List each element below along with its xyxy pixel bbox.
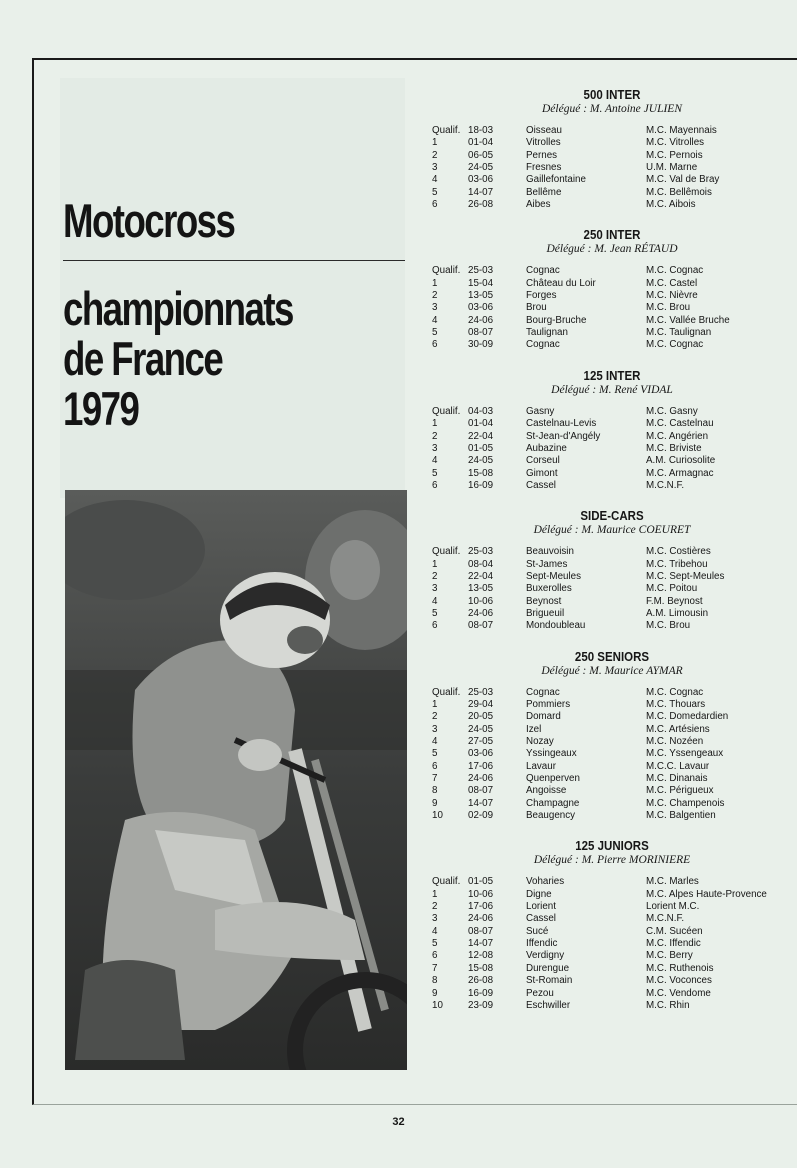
organizing-club: M.C. Nièvre xyxy=(646,290,698,302)
organizing-club: Lorient M.C. xyxy=(646,901,700,913)
title-de-france: de France xyxy=(63,332,223,385)
round-label: 4 xyxy=(432,925,438,937)
table-row xyxy=(432,559,792,571)
race-date: 17-06 xyxy=(468,901,494,913)
table-row xyxy=(432,571,792,583)
table-row xyxy=(432,901,792,913)
race-date: 03-06 xyxy=(468,174,494,186)
organizing-club: U.M. Marne xyxy=(646,162,698,174)
race-location: Corseul xyxy=(526,455,560,467)
section-heading: 250 INTER xyxy=(583,228,641,243)
round-label: 8 xyxy=(432,975,438,987)
section-125-inter xyxy=(432,369,792,492)
round-label: 3 xyxy=(432,162,438,174)
organizing-club: M.C. Berry xyxy=(646,950,693,962)
race-date: 15-08 xyxy=(468,962,494,974)
round-label: 6 xyxy=(432,479,438,491)
race-location: Bourg-Bruche xyxy=(526,314,587,326)
round-label: 6 xyxy=(432,620,438,632)
organizing-club: M.C. Angérien xyxy=(646,430,709,442)
round-label: 6 xyxy=(432,199,438,211)
round-label: 10 xyxy=(432,810,443,822)
round-label: 2 xyxy=(432,570,438,582)
organizing-club: M.C. Thouars xyxy=(646,698,706,710)
section-heading: 125 INTER xyxy=(583,368,641,383)
race-date: 01-05 xyxy=(468,876,494,888)
organizing-club: M.C. Pernois xyxy=(646,149,703,161)
round-label: 1 xyxy=(432,558,438,570)
race-location: St-Romain xyxy=(526,975,573,987)
race-location: Quenperven xyxy=(526,773,580,785)
race-date: 18-03 xyxy=(468,125,494,136)
race-date: 17-06 xyxy=(468,760,494,772)
organizing-club: M.C.N.F. xyxy=(646,479,685,491)
race-location: Durengue xyxy=(526,962,570,974)
table-row xyxy=(432,137,792,149)
race-table xyxy=(432,125,792,211)
section-delegate: Délégué : M. Antoine JULIEN xyxy=(542,103,682,115)
round-label: 3 xyxy=(432,583,438,595)
race-location: Champagne xyxy=(526,797,580,809)
race-date: 13-05 xyxy=(468,583,494,595)
round-label: 7 xyxy=(432,773,438,785)
table-row xyxy=(432,926,792,938)
table-row xyxy=(432,724,792,736)
organizing-club: M.C. Armagnac xyxy=(646,467,714,479)
table-row xyxy=(432,620,792,632)
championship-schedule xyxy=(432,88,792,1029)
organizing-club: M.C. Balgentien xyxy=(646,810,716,822)
organizing-club: M.C. Yssengeaux xyxy=(646,748,724,760)
organizing-club: C.M. Sucéen xyxy=(646,925,703,937)
table-row xyxy=(432,418,792,430)
round-label: 5 xyxy=(432,327,438,339)
title-block xyxy=(63,194,408,435)
race-date: 13-05 xyxy=(468,290,494,302)
race-date: 26-08 xyxy=(468,975,494,987)
table-row xyxy=(432,773,792,785)
table-row xyxy=(432,748,792,760)
organizing-club: M.C. Val de Bray xyxy=(646,174,720,186)
table-row xyxy=(432,327,792,339)
round-label: 7 xyxy=(432,962,438,974)
race-location: Cognac xyxy=(526,265,560,277)
organizing-club: M.C. Tribehou xyxy=(646,558,708,570)
table-row xyxy=(432,546,792,558)
race-date: 08-07 xyxy=(468,925,494,937)
round-label: 2 xyxy=(432,149,438,161)
section-heading: 500 INTER xyxy=(583,88,641,102)
table-row xyxy=(432,455,792,467)
race-date: 02-09 xyxy=(468,810,494,822)
section-delegate: Délégué : M. Maurice AYMAR xyxy=(541,664,683,677)
table-row xyxy=(432,339,792,351)
round-label: Qualif. xyxy=(432,265,461,277)
race-location: Brou xyxy=(526,302,547,314)
section-heading: SIDE-CARS xyxy=(580,509,644,524)
race-date: 04-03 xyxy=(468,405,494,417)
section-delegate: Délégué : M. Maurice COEURET xyxy=(533,524,691,537)
organizing-club: M.C. Rhin xyxy=(646,999,690,1011)
race-location: Gimont xyxy=(526,467,558,479)
race-location: Nozay xyxy=(526,736,554,747)
organizing-club: M.C. Vitrolles xyxy=(646,137,705,149)
organizing-club: M.C. Aibois xyxy=(646,199,696,211)
title-subtitle xyxy=(63,284,358,434)
organizing-club: M.C. Mayennais xyxy=(646,125,717,136)
race-location: Castelnau-Levis xyxy=(526,418,597,430)
round-label: Qualif. xyxy=(432,405,461,417)
organizing-club: M.C. Cognac xyxy=(646,265,704,277)
race-location: Beauvoisin xyxy=(526,546,574,558)
race-date: 01-04 xyxy=(468,137,494,149)
section-250-inter xyxy=(432,228,792,351)
organizing-club: M.C. Alpes Haute-Provence xyxy=(646,888,767,900)
race-location: Vitrolles xyxy=(526,137,561,149)
organizing-club: M.C. Cognac xyxy=(646,339,704,351)
table-row xyxy=(432,431,792,443)
organizing-club: M.C.C. Lavaur xyxy=(646,760,710,772)
organizing-club: M.C. Castel xyxy=(646,277,698,289)
organizing-club: M.C. Sept-Meules xyxy=(646,570,725,582)
race-location: Iffendic xyxy=(526,938,558,950)
table-row xyxy=(432,199,792,211)
round-label: 4 xyxy=(432,736,438,747)
race-date: 16-09 xyxy=(468,987,494,999)
race-date: 24-05 xyxy=(468,162,494,174)
organizing-club: M.C. Cognac xyxy=(646,686,704,698)
race-date: 24-06 xyxy=(468,773,494,785)
title-divider xyxy=(63,260,405,261)
race-date: 20-05 xyxy=(468,711,494,723)
section-250-seniors xyxy=(432,650,792,823)
race-date: 22-04 xyxy=(468,570,494,582)
table-row xyxy=(432,302,792,314)
table-row xyxy=(432,950,792,962)
race-location: Aubazine xyxy=(526,442,567,454)
race-table xyxy=(432,546,792,632)
race-location: Verdigny xyxy=(526,950,565,962)
table-row xyxy=(432,583,792,595)
race-date: 08-07 xyxy=(468,785,494,797)
race-location: Angoisse xyxy=(526,785,567,797)
race-location: St-James xyxy=(526,558,568,570)
race-date: 14-07 xyxy=(468,938,494,950)
round-label: 5 xyxy=(432,748,438,760)
race-table xyxy=(432,406,792,492)
race-location: Pezou xyxy=(526,987,554,999)
organizing-club: M.C. Champenois xyxy=(646,797,725,809)
round-label: 6 xyxy=(432,339,438,351)
race-date: 30-09 xyxy=(468,339,494,351)
section-heading: 125 JUNIORS xyxy=(575,839,649,854)
race-location: Cognac xyxy=(526,686,560,698)
race-date: 03-06 xyxy=(468,302,494,314)
table-row xyxy=(432,608,792,620)
race-location: Lavaur xyxy=(526,760,556,772)
round-label: 8 xyxy=(432,785,438,797)
table-row xyxy=(432,876,792,888)
round-label: 4 xyxy=(432,455,438,467)
race-location: Aibes xyxy=(526,199,551,211)
table-row xyxy=(432,406,792,418)
organizing-club: M.C. Vendome xyxy=(646,987,711,999)
section-delegate: Délégué : M. Pierre MORINIERE xyxy=(533,854,691,867)
race-date: 24-06 xyxy=(468,314,494,326)
race-location: Cassel xyxy=(526,479,556,491)
race-location: Château du Loir xyxy=(526,277,596,289)
table-row xyxy=(432,315,792,327)
motocross-rider-photo xyxy=(65,490,407,1070)
table-row xyxy=(432,468,792,480)
table-row xyxy=(432,687,792,699)
race-date: 08-07 xyxy=(468,620,494,632)
organizing-club: M.C. Brou xyxy=(646,620,691,632)
section-500-inter xyxy=(432,88,792,211)
race-date: 14-07 xyxy=(468,186,494,198)
race-location: Beaugency xyxy=(526,810,576,822)
race-location: Pernes xyxy=(526,149,558,161)
table-row xyxy=(432,988,792,1000)
round-label: 9 xyxy=(432,987,438,999)
organizing-club: M.C. Dinanais xyxy=(646,773,708,785)
race-date: 24-06 xyxy=(468,913,494,925)
round-label: 3 xyxy=(432,302,438,314)
organizing-club: M.C. Nozéen xyxy=(646,736,704,747)
title-year: 1979 xyxy=(63,382,139,435)
title-motocross: Motocross xyxy=(63,194,235,247)
table-row xyxy=(432,975,792,987)
race-location: Voharies xyxy=(526,876,565,888)
round-label: Qualif. xyxy=(432,546,461,558)
round-label: 5 xyxy=(432,938,438,950)
race-location: Lorient xyxy=(526,901,556,913)
organizing-club: M.C. Briviste xyxy=(646,442,702,454)
organizing-club: A.M. Curiosolite xyxy=(646,455,716,467)
table-row xyxy=(432,480,792,492)
section-side-cars xyxy=(432,509,792,632)
race-date: 16-09 xyxy=(468,479,494,491)
race-date: 15-04 xyxy=(468,277,494,289)
organizing-club: M.C. Bellêmois xyxy=(646,186,712,198)
organizing-club: M.C. Domedardien xyxy=(646,711,729,723)
race-location: Mondoubleau xyxy=(526,620,586,632)
round-label: 2 xyxy=(432,901,438,913)
table-row xyxy=(432,785,792,797)
section-125-juniors xyxy=(432,839,792,1012)
table-row xyxy=(432,810,792,822)
table-row xyxy=(432,174,792,186)
race-table xyxy=(432,265,792,351)
organizing-club: M.C. Vallée Bruche xyxy=(646,314,730,326)
race-location: Sept-Meules xyxy=(526,570,581,582)
table-row xyxy=(432,963,792,975)
page-number: 32 xyxy=(392,1116,405,1128)
round-label: 9 xyxy=(432,797,438,809)
round-label: 2 xyxy=(432,430,438,442)
race-date: 12-08 xyxy=(468,950,494,962)
race-date: 01-05 xyxy=(468,442,494,454)
race-date: 01-04 xyxy=(468,418,494,430)
race-date: 25-03 xyxy=(468,265,494,277)
race-table xyxy=(432,876,792,1012)
race-location: Domard xyxy=(526,711,561,723)
race-location: Buxerolles xyxy=(526,583,572,595)
title-championnats: championnats xyxy=(63,282,293,335)
table-row xyxy=(432,150,792,162)
race-location: Pommiers xyxy=(526,698,571,710)
section-heading: 250 SENIORS xyxy=(574,649,650,664)
round-label: 5 xyxy=(432,607,438,619)
table-row xyxy=(432,265,792,277)
round-label: 1 xyxy=(432,277,438,289)
section-delegate: Délégué : M. Jean RÉTAUD xyxy=(546,243,678,256)
race-location: Bellême xyxy=(526,186,562,198)
table-row xyxy=(432,187,792,199)
round-label: 5 xyxy=(432,467,438,479)
race-location: Sucé xyxy=(526,925,549,937)
race-date: 25-03 xyxy=(468,546,494,558)
race-date: 10-06 xyxy=(468,888,494,900)
race-date: 15-08 xyxy=(468,467,494,479)
race-location: Cognac xyxy=(526,339,560,351)
table-row xyxy=(432,1000,792,1012)
round-label: 1 xyxy=(432,418,438,430)
race-location: Eschwiller xyxy=(526,999,571,1011)
organizing-club: A.M. Limousin xyxy=(646,607,709,619)
race-location: Brigueuil xyxy=(526,607,565,619)
round-label: 1 xyxy=(432,137,438,149)
race-date: 24-05 xyxy=(468,455,494,467)
race-date: 06-05 xyxy=(468,149,494,161)
table-row xyxy=(432,889,792,901)
round-label: 4 xyxy=(432,174,438,186)
race-location: Beynost xyxy=(526,595,562,607)
round-label: 2 xyxy=(432,290,438,302)
round-label: 3 xyxy=(432,913,438,925)
organizing-club: M.C. Poitou xyxy=(646,583,698,595)
table-row xyxy=(432,290,792,302)
organizing-club: M.C. Taulignan xyxy=(646,327,712,339)
race-date: 03-06 xyxy=(468,748,494,760)
race-location: Izel xyxy=(526,723,542,735)
organizing-club: M.C. Artésiens xyxy=(646,723,710,735)
round-label: 4 xyxy=(432,595,438,607)
race-date: 23-09 xyxy=(468,999,494,1011)
race-location: Cassel xyxy=(526,913,556,925)
round-label: 1 xyxy=(432,698,438,710)
round-label: 1 xyxy=(432,888,438,900)
table-row xyxy=(432,761,792,773)
round-label: 4 xyxy=(432,314,438,326)
round-label: Qualif. xyxy=(432,125,461,136)
table-row xyxy=(432,736,792,748)
race-location: St-Jean-d'Angély xyxy=(526,430,601,442)
table-row xyxy=(432,162,792,174)
organizing-club: F.M. Beynost xyxy=(646,595,703,607)
race-date: 27-05 xyxy=(468,736,494,747)
organizing-club: M.C. Castelnau xyxy=(646,418,714,430)
table-row xyxy=(432,711,792,723)
round-label: 2 xyxy=(432,711,438,723)
race-location: Forges xyxy=(526,290,557,302)
table-row xyxy=(432,596,792,608)
race-location: Gasny xyxy=(526,405,555,417)
race-location: Fresnes xyxy=(526,162,562,174)
round-label: Qualif. xyxy=(432,686,461,698)
round-label: 5 xyxy=(432,186,438,198)
race-date: 22-04 xyxy=(468,430,494,442)
race-date: 14-07 xyxy=(468,797,494,809)
table-row xyxy=(432,938,792,950)
race-table xyxy=(432,687,792,823)
organizing-club: M.C. Costières xyxy=(646,546,711,558)
race-date: 24-06 xyxy=(468,607,494,619)
race-date: 29-04 xyxy=(468,698,494,710)
race-date: 10-06 xyxy=(468,595,494,607)
race-date: 26-08 xyxy=(468,199,494,211)
round-label: Qualif. xyxy=(432,876,461,888)
race-date: 08-07 xyxy=(468,327,494,339)
race-location: Digne xyxy=(526,888,552,900)
table-row xyxy=(432,443,792,455)
race-date: 08-04 xyxy=(468,558,494,570)
round-label: 6 xyxy=(432,950,438,962)
round-label: 6 xyxy=(432,760,438,772)
organizing-club: M.C.N.F. xyxy=(646,913,685,925)
table-row xyxy=(432,699,792,711)
race-location: Oisseau xyxy=(526,125,562,136)
race-location: Yssingeaux xyxy=(526,748,577,760)
table-row xyxy=(432,125,792,137)
table-row xyxy=(432,798,792,810)
section-delegate: Délégué : M. René VIDAL xyxy=(551,383,673,396)
organizing-club: M.C. Brou xyxy=(646,302,691,314)
round-label: 3 xyxy=(432,723,438,735)
table-row xyxy=(432,913,792,925)
organizing-club: M.C. Ruthenois xyxy=(646,962,714,974)
organizing-club: M.C. Marles xyxy=(646,876,699,888)
round-label: 10 xyxy=(432,999,443,1011)
round-label: 3 xyxy=(432,442,438,454)
organizing-club: M.C. Voconces xyxy=(646,975,712,987)
organizing-club: M.C. Iffendic xyxy=(646,938,701,950)
race-location: Taulignan xyxy=(526,327,568,339)
race-date: 24-05 xyxy=(468,723,494,735)
race-date: 25-03 xyxy=(468,686,494,698)
race-location: Gaillefontaine xyxy=(526,174,586,186)
organizing-club: M.C. Périgueux xyxy=(646,785,714,797)
organizing-club: M.C. Gasny xyxy=(646,405,698,417)
table-row xyxy=(432,278,792,290)
